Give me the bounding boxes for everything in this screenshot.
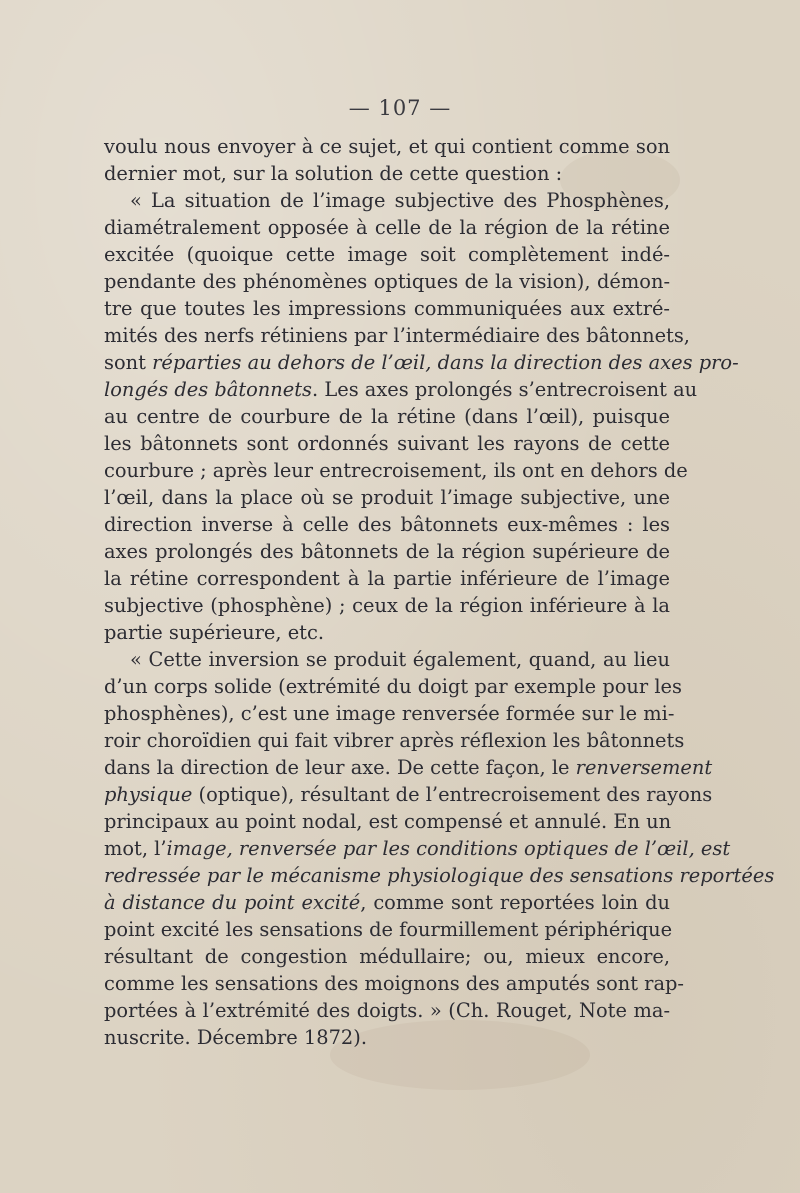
text-segment: mot, l’: [104, 837, 167, 860]
text-line: [104, 970, 684, 997]
text-segment: l’œil, dans la place où se produit l’image subjective, une: [104, 486, 670, 509]
text-segment: voulu nous envoyer à ce sujet, et qui contient comme son: [104, 135, 670, 158]
text-line: [104, 295, 670, 322]
italic-text: longés des bâtonnets: [104, 378, 313, 401]
text-line: [104, 835, 731, 862]
text-segment: portées à l’extrémité des doigts. » (Ch. Rouget, Note ma-: [104, 999, 670, 1022]
text-segment: dans la direction de leur axe. De cette façon, le: [104, 756, 576, 779]
text-line: [104, 376, 698, 403]
text-line: [104, 781, 713, 808]
text-line: [104, 241, 670, 268]
italic-text: redressée par le mécanisme physiologique des sensations reportées: [104, 864, 775, 887]
text-segment: partie supérieure, etc.: [104, 621, 325, 644]
text-line: [104, 187, 670, 214]
text-segment: tre que toutes les impressions communiquées aux extré-: [104, 297, 670, 320]
text-segment: , comme sont reportées loin du: [360, 891, 670, 914]
text-line: [104, 700, 675, 727]
body-text: [104, 133, 775, 1051]
text-line: [104, 268, 670, 295]
text-segment: roir choroïdien qui fait vibrer après réflexion les bâtonnets: [104, 729, 685, 752]
text-line: [104, 727, 685, 754]
text-line: [104, 349, 739, 376]
text-segment: résultant de congestion médullaire; ou, mieux encore,: [104, 945, 670, 968]
text-segment: comme les sensations des moignons des amputés sont rap-: [104, 972, 684, 995]
text-line: [104, 889, 670, 916]
text-segment: « La situation de l’image subjective des Phosphènes,: [130, 189, 670, 212]
text-segment: dernier mot, sur la solution de cette question :: [104, 162, 563, 185]
text-segment: (optique), résultant de l’entrecroisement des rayons: [192, 783, 713, 806]
text-segment: au centre de courbure de la rétine (dans l’œil), puisque: [104, 405, 670, 428]
text-line: [104, 1024, 670, 1051]
text-line: [104, 322, 690, 349]
text-segment: les bâtonnets sont ordonnés suivant les rayons de cette: [104, 432, 670, 455]
italic-text: à distance du point excité: [104, 891, 361, 914]
text-line: [104, 484, 670, 511]
text-segment: la rétine correspondent à la partie inférieure de l’image: [104, 567, 670, 590]
text-line: [104, 133, 670, 160]
text-line: [104, 619, 670, 646]
text-segment: courbure ; après leur entrecroisement, ils ont en dehors de: [104, 459, 688, 482]
text-segment: point excité les sensations de fourmillement périphérique: [104, 918, 673, 941]
text-line: [104, 916, 673, 943]
text-line: [104, 673, 682, 700]
text-line: [104, 160, 670, 187]
text-line: [104, 511, 670, 538]
text-segment: diamétralement opposée à celle de la région de la rétine: [104, 216, 670, 239]
text-segment: nuscrite. Décembre 1872).: [104, 1026, 367, 1049]
italic-text: physique: [104, 783, 193, 806]
text-segment: d’un corps solide (extrémité du doigt par exemple pour les: [104, 675, 682, 698]
italic-text: image, renversée par les conditions optiques de l’œil, est: [166, 837, 731, 860]
text-line: [104, 592, 670, 619]
text-line: [104, 646, 670, 673]
text-line: [104, 808, 670, 835]
text-segment: subjective (phosphène) ; ceux de la région inférieure à la: [104, 594, 670, 617]
text-segment: principaux au point nodal, est compensé et annulé. En un: [104, 810, 672, 833]
italic-text: renversement: [575, 756, 713, 779]
text-line: [104, 754, 713, 781]
page-number: — 107 —: [348, 96, 452, 120]
text-segment: « Cette inversion se produit également, quand, au lieu: [130, 648, 670, 671]
text-line: [104, 538, 670, 565]
text-line: [104, 457, 688, 484]
text-segment: pendante des phénomènes optiques de la vision), démon-: [104, 270, 670, 293]
text-line: [104, 943, 670, 970]
italic-text: réparties au dehors de l’œil, dans la direction des axes pro-: [152, 351, 739, 374]
text-line: [104, 862, 775, 889]
text-segment: mités des nerfs rétiniens par l’intermédiaire des bâtonnets,: [104, 324, 690, 347]
text-segment: phosphènes), c’est une image renversée formée sur le mi-: [104, 702, 675, 725]
text-line: [104, 403, 670, 430]
text-segment: excitée (quoique cette image soit complètement indé-: [104, 243, 670, 266]
text-segment: sont: [104, 351, 153, 374]
text-segment: . Les axes prolongés s’entrecroisent au: [312, 378, 698, 401]
text-line: [104, 565, 670, 592]
text-line: [104, 214, 670, 241]
text-segment: axes prolongés des bâtonnets de la région supérieure de: [104, 540, 670, 563]
text-line: [104, 997, 670, 1024]
text-segment: direction inverse à celle des bâtonnets eux-mêmes : les: [104, 513, 670, 536]
text-line: [104, 430, 670, 457]
